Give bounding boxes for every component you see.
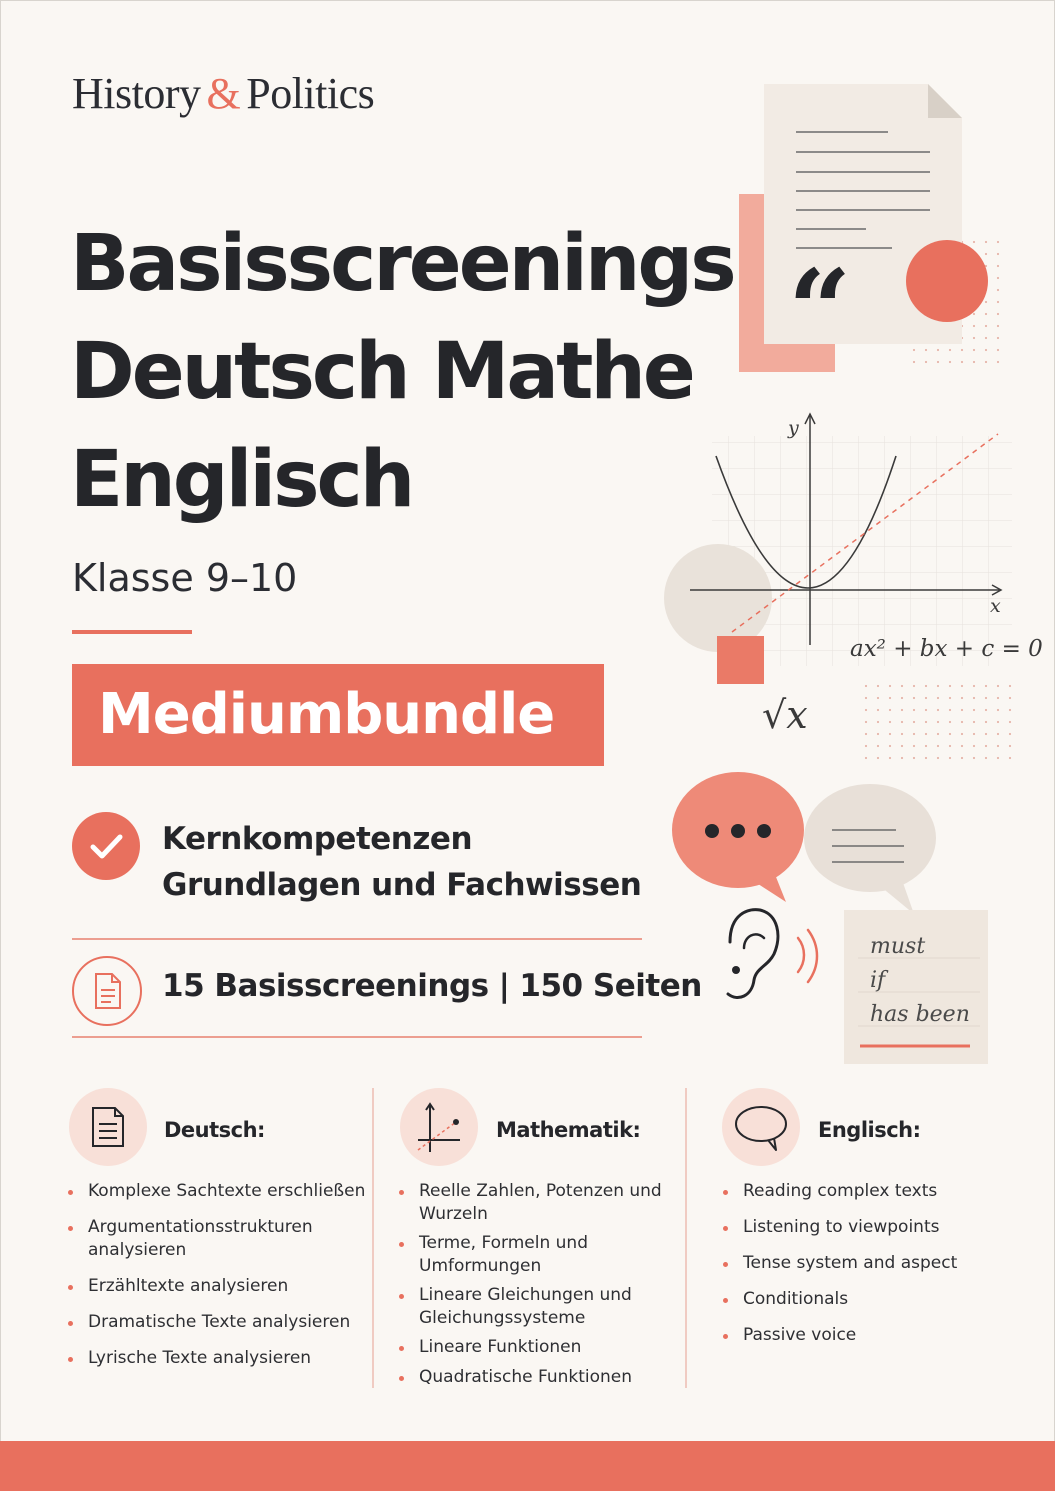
graph-icon bbox=[400, 1088, 478, 1166]
brand-history: History bbox=[72, 69, 201, 118]
document-icon bbox=[69, 1088, 147, 1166]
brand-ampersand: & bbox=[206, 69, 241, 118]
mathematik-topic-list bbox=[399, 1180, 669, 1389]
stats-separator: | bbox=[498, 968, 510, 1004]
mathematik-topic-4: Lineare Funktionen bbox=[399, 1336, 669, 1359]
stats-pages: 150 Seiten bbox=[519, 968, 702, 1004]
englisch-topic-4: Conditionals bbox=[723, 1288, 1023, 1311]
deutsch-topic-2: Argumentationsstrukturen analysieren bbox=[68, 1216, 368, 1262]
englisch-topic-5: Passive voice bbox=[723, 1324, 1023, 1347]
column-divider-2 bbox=[685, 1088, 687, 1388]
x-axis-label: x bbox=[990, 595, 1001, 617]
mathematik-topic-1: Reelle Zahlen, Potenzen und Wurzeln bbox=[399, 1180, 669, 1226]
grade-subtitle: Klasse 9–10 bbox=[72, 556, 298, 600]
note-word-has-been: has been bbox=[870, 1002, 970, 1027]
mathematik-topic-5: Quadratische Funktionen bbox=[399, 1366, 669, 1389]
feature-line-2: Grundlagen und Fachwissen bbox=[162, 867, 642, 903]
quadratic-equation: ax² + bx + c = 0 bbox=[850, 636, 1043, 662]
column-divider-1 bbox=[372, 1088, 374, 1388]
englisch-topic-1: Reading complex texts bbox=[723, 1180, 1023, 1203]
deutsch-topic-3: Erzähltexte analysieren bbox=[68, 1275, 368, 1298]
englisch-topic-list bbox=[723, 1180, 1023, 1347]
beige-circle bbox=[664, 544, 772, 652]
title-line-3: Englisch bbox=[70, 435, 413, 525]
dot-pattern-2 bbox=[858, 680, 1018, 760]
mathematik-topic-3: Lineare Gleichungen und Gleichungssysteme bbox=[399, 1284, 669, 1330]
deutsch-topic-list bbox=[68, 1180, 368, 1370]
deutsch-topic-5: Lyrische Texte analysieren bbox=[68, 1347, 368, 1370]
coral-circle bbox=[906, 240, 988, 322]
mathematik-topic-2: Terme, Formeln und Umformungen bbox=[399, 1232, 669, 1278]
footer-bar bbox=[0, 1441, 1055, 1491]
quote-mark-icon: “ bbox=[788, 245, 852, 374]
deutsch-topic-4: Dramatische Texte analysieren bbox=[68, 1311, 368, 1334]
speech-bubble-icon bbox=[722, 1088, 800, 1166]
coral-square bbox=[717, 636, 764, 684]
feature-line-1: Kernkompetenzen bbox=[162, 821, 473, 857]
note-word-must: must bbox=[870, 934, 926, 959]
speech-bubble-grey-icon bbox=[804, 784, 936, 914]
note-word-if: if bbox=[870, 968, 886, 993]
sqrt-symbol: √x bbox=[762, 693, 808, 737]
y-axis-label: y bbox=[788, 417, 799, 439]
column-heading-englisch: Englisch: bbox=[818, 1118, 921, 1142]
speech-bubble-coral-icon bbox=[672, 772, 804, 902]
column-heading-deutsch: Deutsch: bbox=[164, 1118, 265, 1142]
ear-icon bbox=[728, 910, 817, 998]
stats-screenings: 15 Basisscreenings bbox=[162, 968, 489, 1004]
column-heading-mathematik: Mathematik: bbox=[496, 1118, 641, 1142]
englisch-topic-3: Tense system and aspect bbox=[723, 1252, 1023, 1275]
englisch-topic-2: Listening to viewpoints bbox=[723, 1216, 1023, 1239]
title-line-1: Basisscreenings bbox=[70, 219, 734, 309]
brand-politics: Politics bbox=[246, 69, 375, 118]
deutsch-topic-1: Komplexe Sachtexte erschließen bbox=[68, 1180, 368, 1203]
bundle-banner: Mediumbundle bbox=[72, 664, 604, 766]
title-line-2: Deutsch Mathe bbox=[70, 327, 693, 417]
